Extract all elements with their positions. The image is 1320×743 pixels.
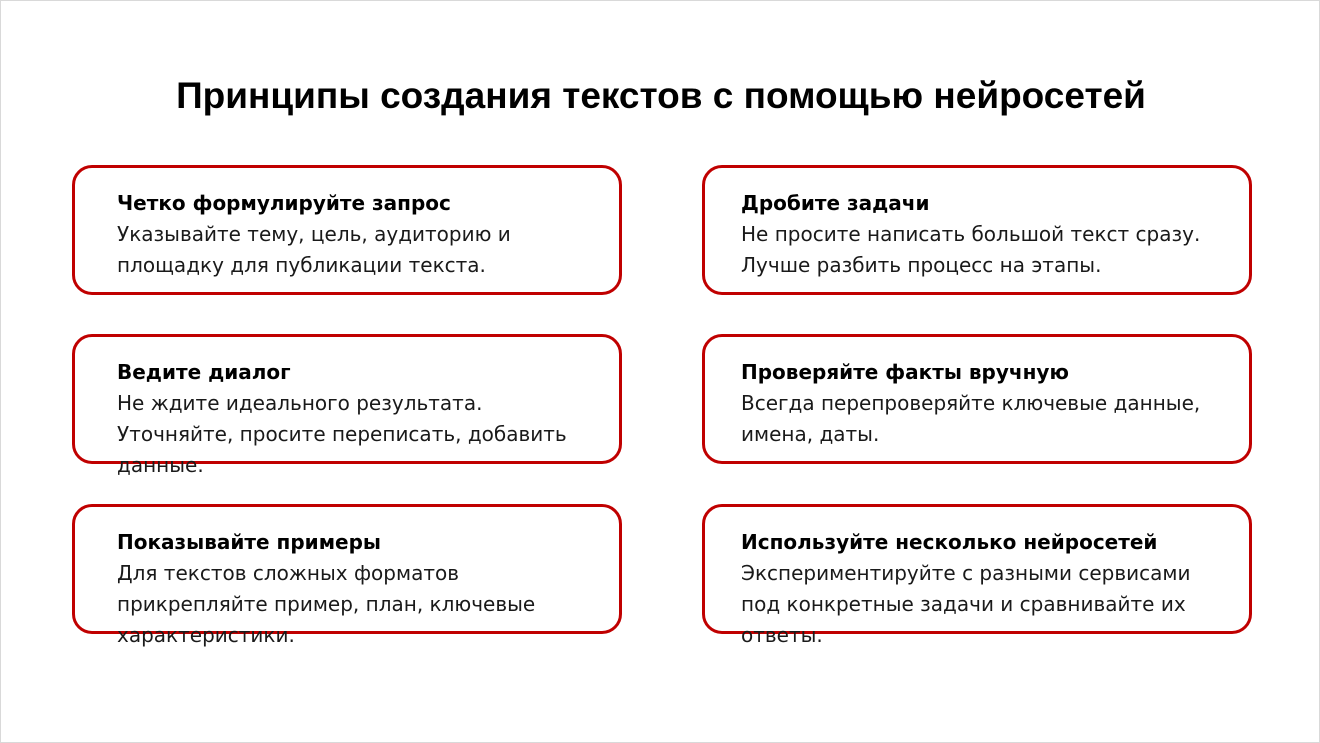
- principle-card-multiple-networks: [702, 504, 1252, 647]
- principle-card-examples: [72, 504, 622, 647]
- card-heading: Четко формулируйте запрос: [117, 191, 451, 215]
- card-heading: Ведите диалог: [117, 360, 291, 384]
- principle-card-check-facts: [702, 334, 1252, 464]
- card-text: [117, 188, 605, 281]
- card-body: Указывайте тему, цель, аудиторию и площадку для публикации текста.: [117, 222, 511, 277]
- card-text: [741, 357, 1235, 450]
- card-text: [117, 527, 605, 651]
- card-text: [741, 527, 1235, 651]
- card-body: Не просите написать большой текст сразу. Лучше разбить процесс на этапы.: [741, 222, 1201, 277]
- card-heading: Дробите задачи: [741, 191, 930, 215]
- card-body: Всегда перепроверяйте ключевые данные, имена, даты.: [741, 391, 1201, 446]
- card-body: Экспериментируйте с разными сервисами под конкретные задачи и сравнивайте их ответы.: [741, 561, 1191, 647]
- card-heading: Показывайте примеры: [117, 530, 382, 554]
- card-body: Не ждите идеального результата. Уточняйте, просите переписать, добавить данные.: [117, 391, 567, 477]
- card-heading: Проверяйте факты вручную: [741, 360, 1069, 384]
- card-text: [741, 188, 1235, 281]
- card-body: Для текстов сложных форматов прикрепляйте пример, план, ключевые характеристики.: [117, 561, 536, 647]
- card-text: [117, 357, 605, 481]
- page-title: Принципы создания текстов с помощью нейросетей: [176, 75, 1146, 116]
- principle-card-clear-request: [72, 165, 622, 295]
- card-heading: Используйте несколько нейросетей: [741, 530, 1158, 554]
- principle-card-dialogue: [72, 334, 622, 477]
- principle-card-split-tasks: [702, 165, 1252, 295]
